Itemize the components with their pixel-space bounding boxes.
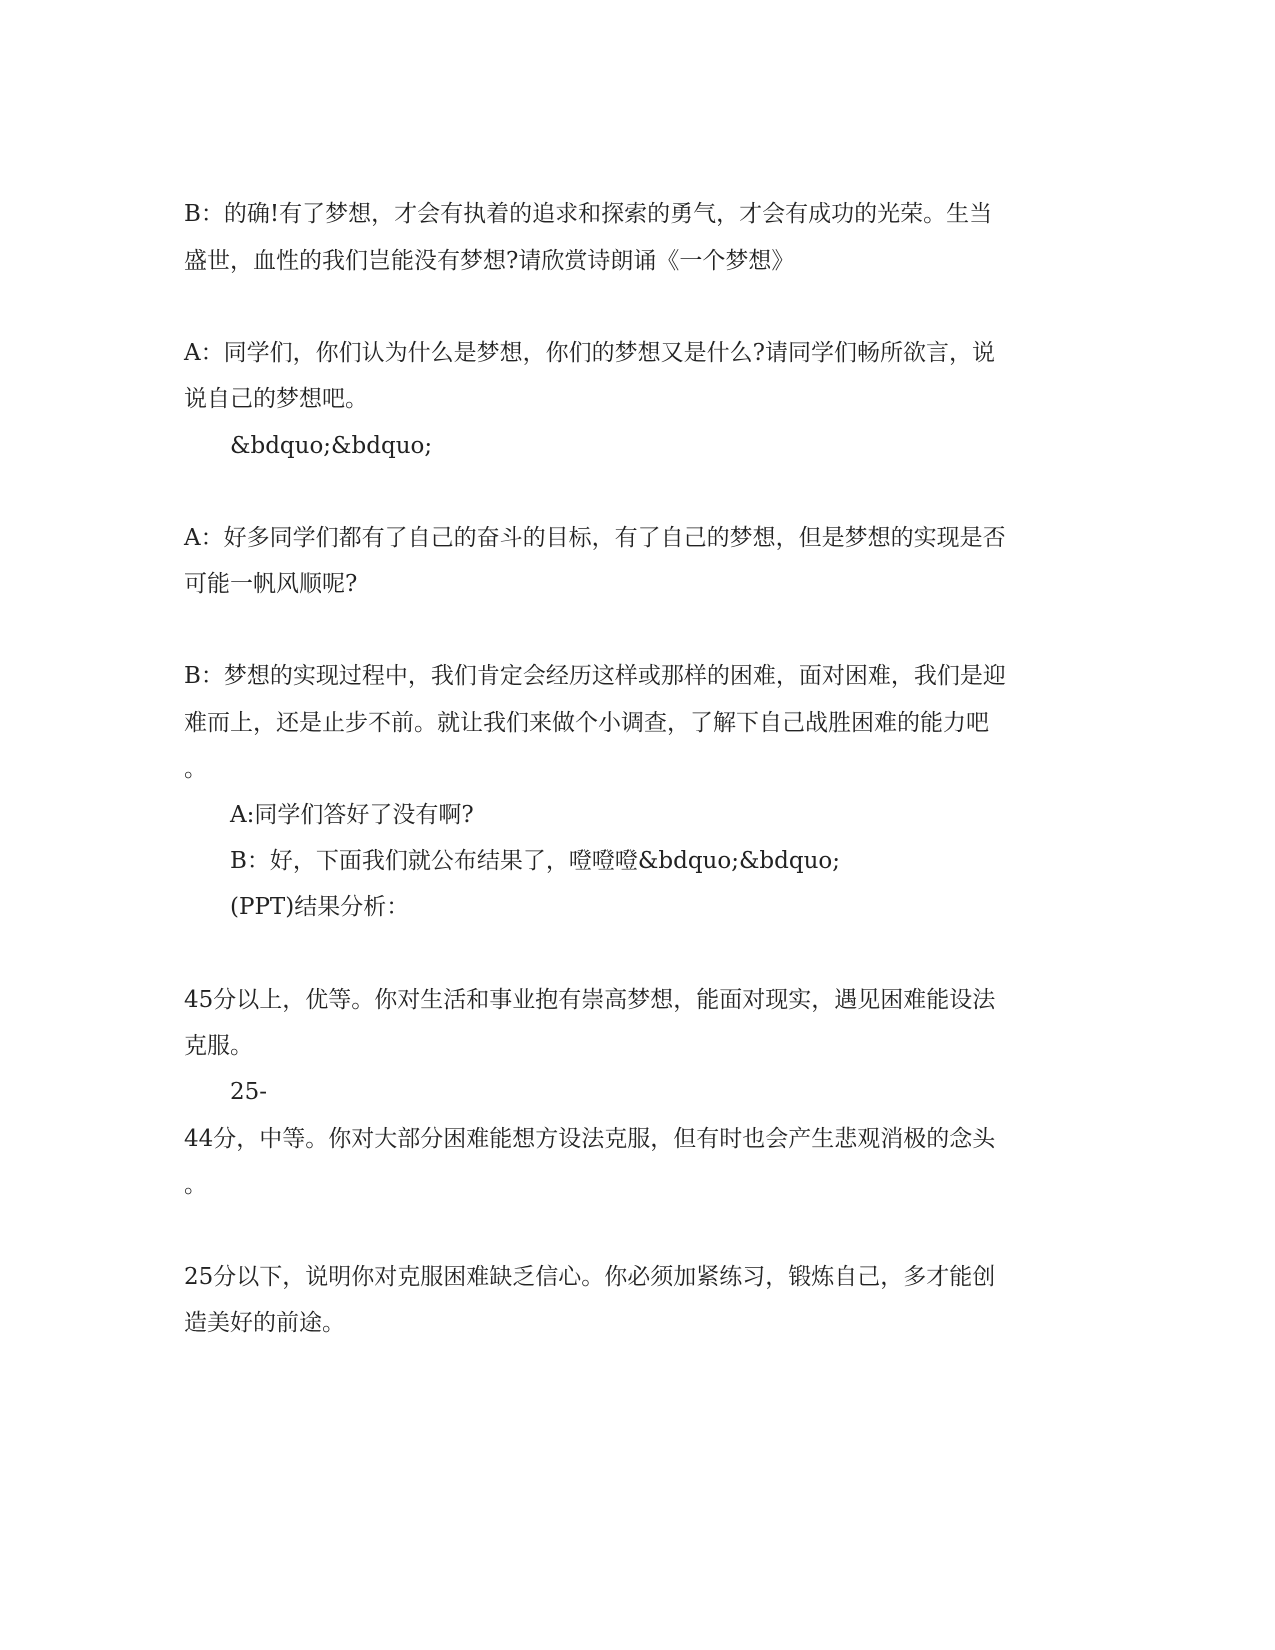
text-line: 说自己的梦想吧。 (184, 386, 368, 412)
text-line: A：好多同学们都有了自己的奋斗的目标，有了自己的梦想，但是梦想的实现是否 (184, 525, 1006, 551)
text-line: (PPT)结果分析： (230, 894, 410, 920)
text-line: 克服。 (184, 1033, 253, 1059)
text-line: 。 (184, 1172, 207, 1198)
text-line: 可能一帆风顺呢? (184, 571, 358, 597)
text-line: 25- (230, 1079, 268, 1105)
text-line: B：好，下面我们就公布结果了，噔噔噔&bdquo;&bdquo; (230, 848, 841, 874)
text-line: 25分以下，说明你对克服困难缺乏信心。你必须加紧练习，锻炼自己，多才能创 (184, 1264, 996, 1290)
text-line: 。 (184, 756, 207, 782)
text-line: A:同学们答好了没有啊? (230, 802, 474, 828)
text-line: B：的确!有了梦想，才会有执着的追求和探索的勇气，才会有成功的光荣。生当 (184, 201, 993, 227)
text-line: B：梦想的实现过程中，我们肯定会经历这样或那样的困难，面对困难，我们是迎 (184, 663, 1006, 689)
text-line: 45分以上，优等。你对生活和事业抱有崇高梦想，能面对现实，遇见困难能设法 (184, 987, 996, 1013)
text-line: 44分，中等。你对大部分困难能想方设法克服，但有时也会产生悲观消极的念头 (184, 1126, 996, 1152)
text-line: &bdquo;&bdquo; (230, 433, 433, 459)
text-line: A：同学们，你们认为什么是梦想，你们的梦想又是什么?请同学们畅所欲言，说 (184, 340, 995, 366)
text-line: 盛世，血性的我们岂能没有梦想?请欣赏诗朗诵《一个梦想》 (184, 248, 795, 274)
text-line: 难而上，还是止步不前。就让我们来做个小调查，了解下自己战胜困难的能力吧 (184, 710, 989, 736)
text-line: 造美好的前途。 (184, 1310, 345, 1336)
